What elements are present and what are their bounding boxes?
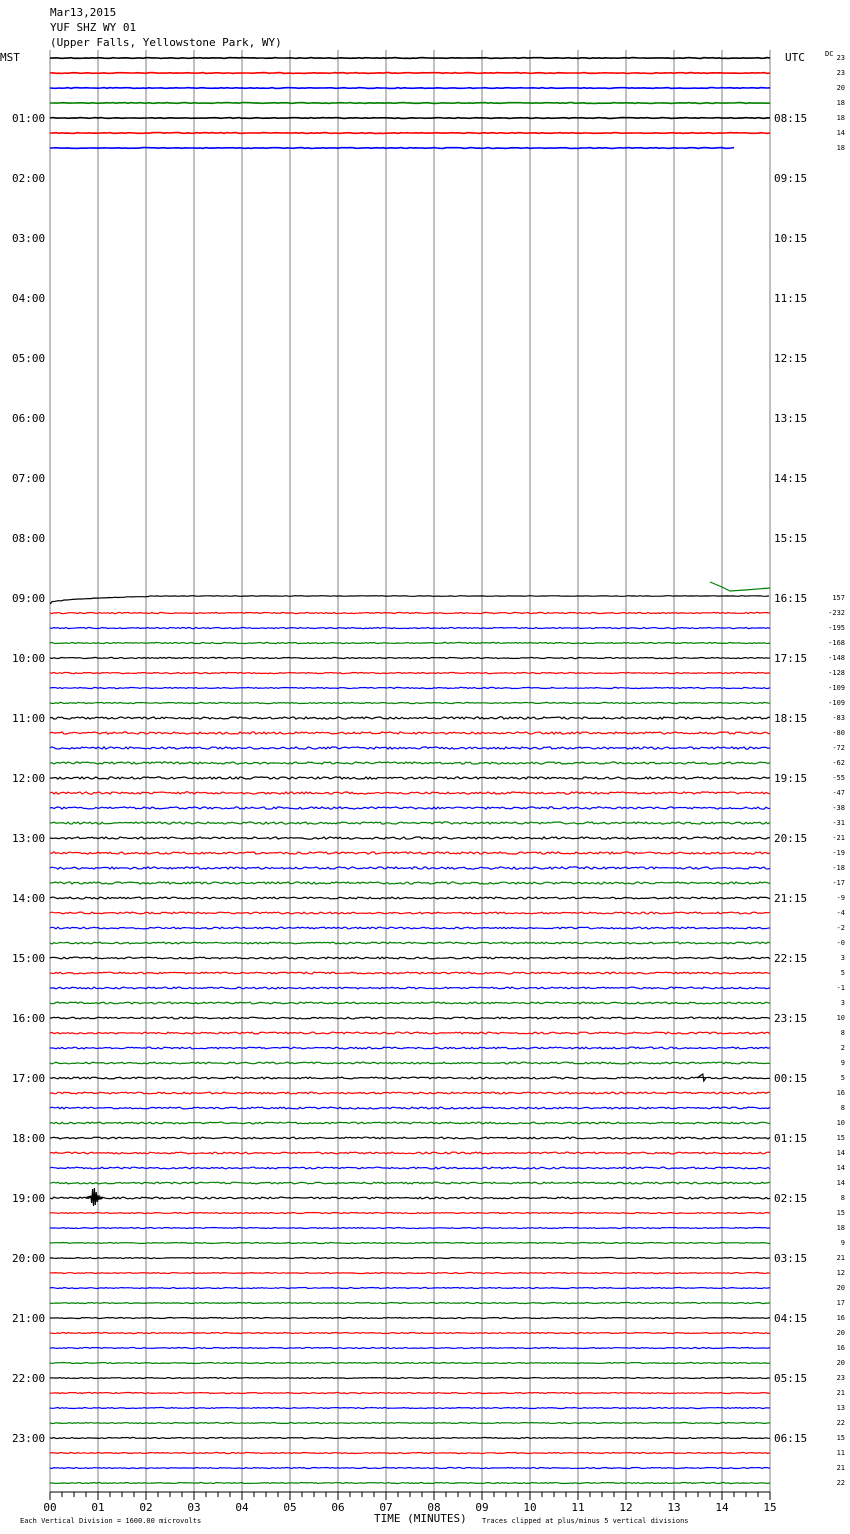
hour-label-mst: 15:00 (12, 952, 46, 965)
grid (50, 50, 770, 1492)
dc-offset-label: 9 (840, 1059, 845, 1067)
dc-offset-label: -0 (836, 939, 845, 947)
trace-early-6 (50, 133, 770, 134)
trace-late-12 (50, 762, 770, 764)
hour-label-utc: 21:15 (774, 892, 808, 905)
trace-late-44 (50, 1243, 770, 1244)
dc-offset-label: 15 (836, 1134, 845, 1142)
event-1 (85, 1188, 103, 1206)
hour-label-utc: 15:15 (774, 532, 808, 545)
hour-label-utc: 03:15 (774, 1252, 808, 1265)
hour-label-utc: 08:15 (774, 112, 808, 125)
trace-late-58 (50, 1453, 770, 1454)
trace-early-5 (50, 118, 770, 119)
x-tick-label: 04 (235, 1501, 249, 1514)
trace-late-27 (50, 987, 770, 989)
dc-offset-label: -21 (832, 834, 845, 842)
hour-label-mst: 02:00 (12, 172, 46, 185)
trace-late-15 (50, 807, 770, 809)
hour-label-utc: 00:15 (774, 1072, 808, 1085)
x-tick-label: 11 (571, 1501, 585, 1514)
dc-offset-label: 15 (836, 1434, 845, 1442)
header-location: (Upper Falls, Yellowstone Park, WY) (50, 36, 282, 49)
x-tick-label: 03 (187, 1501, 201, 1514)
dc-offset-label: 21 (836, 1389, 845, 1397)
trace-late-43 (50, 1228, 770, 1229)
x-tick-label: 14 (715, 1501, 729, 1514)
trace-late-14 (50, 792, 770, 794)
trace-late-16 (50, 822, 770, 824)
trace-late-9 (50, 717, 770, 719)
trace-late-37 (50, 1137, 770, 1139)
trace-late-2 (50, 612, 770, 613)
trace-late-25 (50, 957, 770, 959)
trace-late-10 (50, 732, 770, 734)
trace-late-49 (50, 1318, 770, 1319)
dc-offset-label: -47 (832, 789, 845, 797)
header-date: Mar13,2015 (50, 6, 117, 19)
trace-late-23 (50, 927, 770, 929)
dc-offset-label: 14 (836, 1149, 845, 1157)
hour-label-mst: 07:00 (12, 472, 46, 485)
trace-late-59 (50, 1468, 770, 1469)
hour-label-mst: 22:00 (12, 1372, 46, 1385)
trace-late-7 (50, 687, 770, 688)
dc-offset-label: 16 (836, 1089, 845, 1097)
trace-late-60 (50, 1483, 770, 1484)
dc-offset-label: -72 (832, 744, 845, 752)
dc-offset-label: 18 (836, 99, 845, 107)
dc-offset-label: 8 (840, 1029, 845, 1037)
footer-left-note: Each Vertical Division = 1600.00 microvolts (20, 1517, 202, 1525)
dc-offset-label: -83 (832, 714, 845, 722)
trace-late-13 (50, 777, 770, 779)
hour-label-utc: 04:15 (774, 1312, 808, 1325)
dc-offset-label: -62 (832, 759, 845, 767)
x-tick-label: 15 (763, 1501, 777, 1514)
dc-offset-label: -4 (836, 909, 845, 917)
dc-offset-label: -17 (832, 879, 845, 887)
hour-label-utc: 01:15 (774, 1132, 808, 1145)
hour-label-mst: 17:00 (12, 1072, 46, 1085)
hour-label-mst: 05:00 (12, 352, 46, 365)
trace-late-56 (50, 1423, 770, 1424)
hour-label-mst: 12:00 (12, 772, 46, 785)
hour-label-utc: 13:15 (774, 412, 808, 425)
x-tick-label: 08 (427, 1501, 441, 1514)
dc-offset-label: 21 (836, 1254, 845, 1262)
left-zone-label: MST (0, 51, 20, 64)
hour-label-utc: 10:15 (774, 232, 808, 245)
x-tick-label: 01 (91, 1501, 105, 1514)
trace-late-54 (50, 1393, 770, 1394)
dc-label: DC (825, 50, 834, 58)
dc-offset-label: 10 (836, 1119, 845, 1127)
trace-late-35 (50, 1107, 770, 1109)
trace-late-45 (50, 1258, 770, 1259)
x-tick-label: 05 (283, 1501, 297, 1514)
hour-label-utc: 18:15 (774, 712, 808, 725)
seismic-traces (50, 58, 770, 1484)
dc-offset-label: 17 (836, 1299, 845, 1307)
hour-label-utc: 12:15 (774, 352, 808, 365)
dc-offset-label: -80 (832, 729, 845, 737)
trace-late-51 (50, 1348, 770, 1349)
hour-label-utc: 05:15 (774, 1372, 808, 1385)
dc-offset-label: 23 (836, 54, 845, 62)
trace-late-5 (50, 657, 770, 658)
hour-label-utc: 22:15 (774, 952, 808, 965)
hour-label-mst: 11:00 (12, 712, 46, 725)
dc-offset-label: 20 (836, 1359, 845, 1367)
x-axis-title: TIME (MINUTES) (374, 1512, 467, 1525)
x-tick-label: 02 (139, 1501, 153, 1514)
trace-late-19 (50, 867, 770, 869)
hour-label-utc: 06:15 (774, 1432, 808, 1445)
hour-label-mst: 23:00 (12, 1432, 46, 1445)
dc-offset-label: 8 (840, 1104, 845, 1112)
trace-early-7 (50, 148, 734, 149)
hour-label-mst: 06:00 (12, 412, 46, 425)
dc-offset-label: -9 (836, 894, 845, 902)
trace-early-1 (50, 58, 770, 59)
dc-offset-label: -195 (828, 624, 845, 632)
hour-label-mst: 16:00 (12, 1012, 46, 1025)
trace-late-21 (50, 897, 770, 899)
dc-offset-label: -109 (828, 684, 845, 692)
hour-label-utc: 02:15 (774, 1192, 808, 1205)
dc-offset-label: 18 (836, 144, 845, 152)
trace-late-40 (50, 1182, 770, 1184)
dc-offset-label: 14 (836, 129, 845, 137)
hour-label-mst: 13:00 (12, 832, 46, 845)
dc-offset-label: 20 (836, 1329, 845, 1337)
hour-label-mst: 20:00 (12, 1252, 46, 1265)
trace-late-41 (50, 1197, 770, 1199)
x-tick-label: 07 (379, 1501, 393, 1514)
hour-label-mst: 08:00 (12, 532, 46, 545)
dc-offset-label: 18 (836, 1224, 845, 1232)
footer-right-note: Traces clipped at plus/minus 5 vertical divisions (482, 1517, 689, 1525)
dc-offset-label: 12 (836, 1269, 845, 1277)
dc-offset-label: 20 (836, 84, 845, 92)
dc-offset-label: 3 (840, 999, 845, 1007)
dc-offset-label: -128 (828, 669, 845, 677)
hour-label-mst: 10:00 (12, 652, 46, 665)
dc-offset-label: 23 (836, 69, 845, 77)
trace-late-1 (50, 596, 769, 604)
hour-label-mst: 01:00 (12, 112, 46, 125)
x-tick-label: 09 (475, 1501, 489, 1514)
hour-label-mst: 18:00 (12, 1132, 46, 1145)
dc-offset-label: -31 (832, 819, 845, 827)
trace-late-3 (50, 627, 770, 628)
trace-late-26 (50, 972, 770, 974)
hour-label-utc: 16:15 (774, 592, 808, 605)
hour-label-utc: 09:15 (774, 172, 808, 185)
trace-late-28 (50, 1002, 770, 1004)
hour-label-utc: 20:15 (774, 832, 808, 845)
x-tick-label: 12 (619, 1501, 633, 1514)
trace-late-57 (50, 1438, 770, 1439)
trace-late-48 (50, 1303, 770, 1304)
dc-offset-label: 8 (840, 1194, 845, 1202)
right-zone-label: UTC (785, 51, 805, 64)
dc-offset-label: 5 (840, 969, 845, 977)
trace-late-31 (50, 1047, 770, 1049)
trace-late-46 (50, 1273, 770, 1274)
dc-offset-label: 9 (840, 1239, 845, 1247)
trace-late-6 (50, 672, 770, 673)
x-tick-label: 10 (523, 1501, 537, 1514)
trace-late-fragment (710, 582, 770, 591)
dc-offset-label: 14 (836, 1179, 845, 1187)
dc-offset-label: -148 (828, 654, 845, 662)
trace-early-2 (50, 73, 770, 74)
dc-offset-label: 23 (836, 1374, 845, 1382)
dc-offset-label: 5 (840, 1074, 845, 1082)
dc-offset-label: 10 (836, 1014, 845, 1022)
dc-offset-label: 18 (836, 114, 845, 122)
hour-label-utc: 17:15 (774, 652, 808, 665)
trace-late-33 (50, 1077, 770, 1079)
trace-early-3 (50, 88, 770, 89)
trace-late-18 (50, 852, 770, 854)
trace-late-32 (50, 1062, 770, 1064)
dc-offset-label: -18 (832, 864, 845, 872)
trace-late-4 (50, 642, 770, 643)
dc-offset-label: -168 (828, 639, 845, 647)
dc-offset-label: 16 (836, 1314, 845, 1322)
trace-late-50 (50, 1333, 770, 1334)
trace-late-34 (50, 1092, 770, 1094)
trace-late-24 (50, 942, 770, 944)
dc-offset-label: 3 (840, 954, 845, 962)
header-station: YUF SHZ WY 01 (50, 21, 137, 34)
dc-offset-label: -55 (832, 774, 845, 782)
hour-label-mst: 14:00 (12, 892, 46, 905)
hour-label-utc: 14:15 (774, 472, 808, 485)
hour-label-utc: 11:15 (774, 292, 808, 305)
dc-offset-label: -1 (836, 984, 845, 992)
dc-offset-label: -2 (836, 924, 845, 932)
dc-offset-label: 2 (840, 1044, 845, 1052)
x-tick-label: 13 (667, 1501, 681, 1514)
trace-late-55 (50, 1408, 770, 1409)
trace-late-36 (50, 1122, 770, 1124)
trace-late-30 (50, 1032, 770, 1034)
trace-early-4 (50, 103, 770, 104)
hour-label-mst: 03:00 (12, 232, 46, 245)
hour-label-mst: 09:00 (12, 592, 46, 605)
dc-offset-label: 21 (836, 1464, 845, 1472)
hour-label-mst: 21:00 (12, 1312, 46, 1325)
x-axis (43, 1492, 776, 1514)
dc-offset-label: 157 (832, 594, 845, 602)
dc-offset-label: -19 (832, 849, 845, 857)
trace-late-29 (50, 1017, 770, 1019)
x-tick-label: 06 (331, 1501, 345, 1514)
dc-offset-label: 11 (836, 1449, 845, 1457)
trace-late-38 (50, 1152, 770, 1154)
dc-offset-label: 20 (836, 1284, 845, 1292)
dc-offset-label: 16 (836, 1344, 845, 1352)
trace-late-11 (50, 747, 770, 749)
dc-offset-label: -109 (828, 699, 845, 707)
dc-offset-label: 13 (836, 1404, 845, 1412)
dc-offset-label: 22 (836, 1419, 845, 1427)
dc-offset-label: 15 (836, 1209, 845, 1217)
trace-late-42 (50, 1213, 770, 1214)
dc-offset-label: -38 (832, 804, 845, 812)
hour-label-utc: 23:15 (774, 1012, 808, 1025)
trace-late-39 (50, 1167, 770, 1169)
trace-late-20 (50, 882, 770, 884)
trace-late-52 (50, 1363, 770, 1364)
trace-late-53 (50, 1378, 770, 1379)
trace-late-17 (50, 837, 770, 839)
hour-label-mst: 19:00 (12, 1192, 46, 1205)
dc-offset-label: 14 (836, 1164, 845, 1172)
dc-offset-label: 22 (836, 1479, 845, 1487)
trace-late-47 (50, 1288, 770, 1289)
hour-label-utc: 19:15 (774, 772, 808, 785)
trace-late-8 (50, 702, 770, 703)
trace-late-22 (50, 912, 770, 914)
dc-offset-label: -232 (828, 609, 845, 617)
hour-label-mst: 04:00 (12, 292, 46, 305)
x-tick-label: 00 (43, 1501, 57, 1514)
